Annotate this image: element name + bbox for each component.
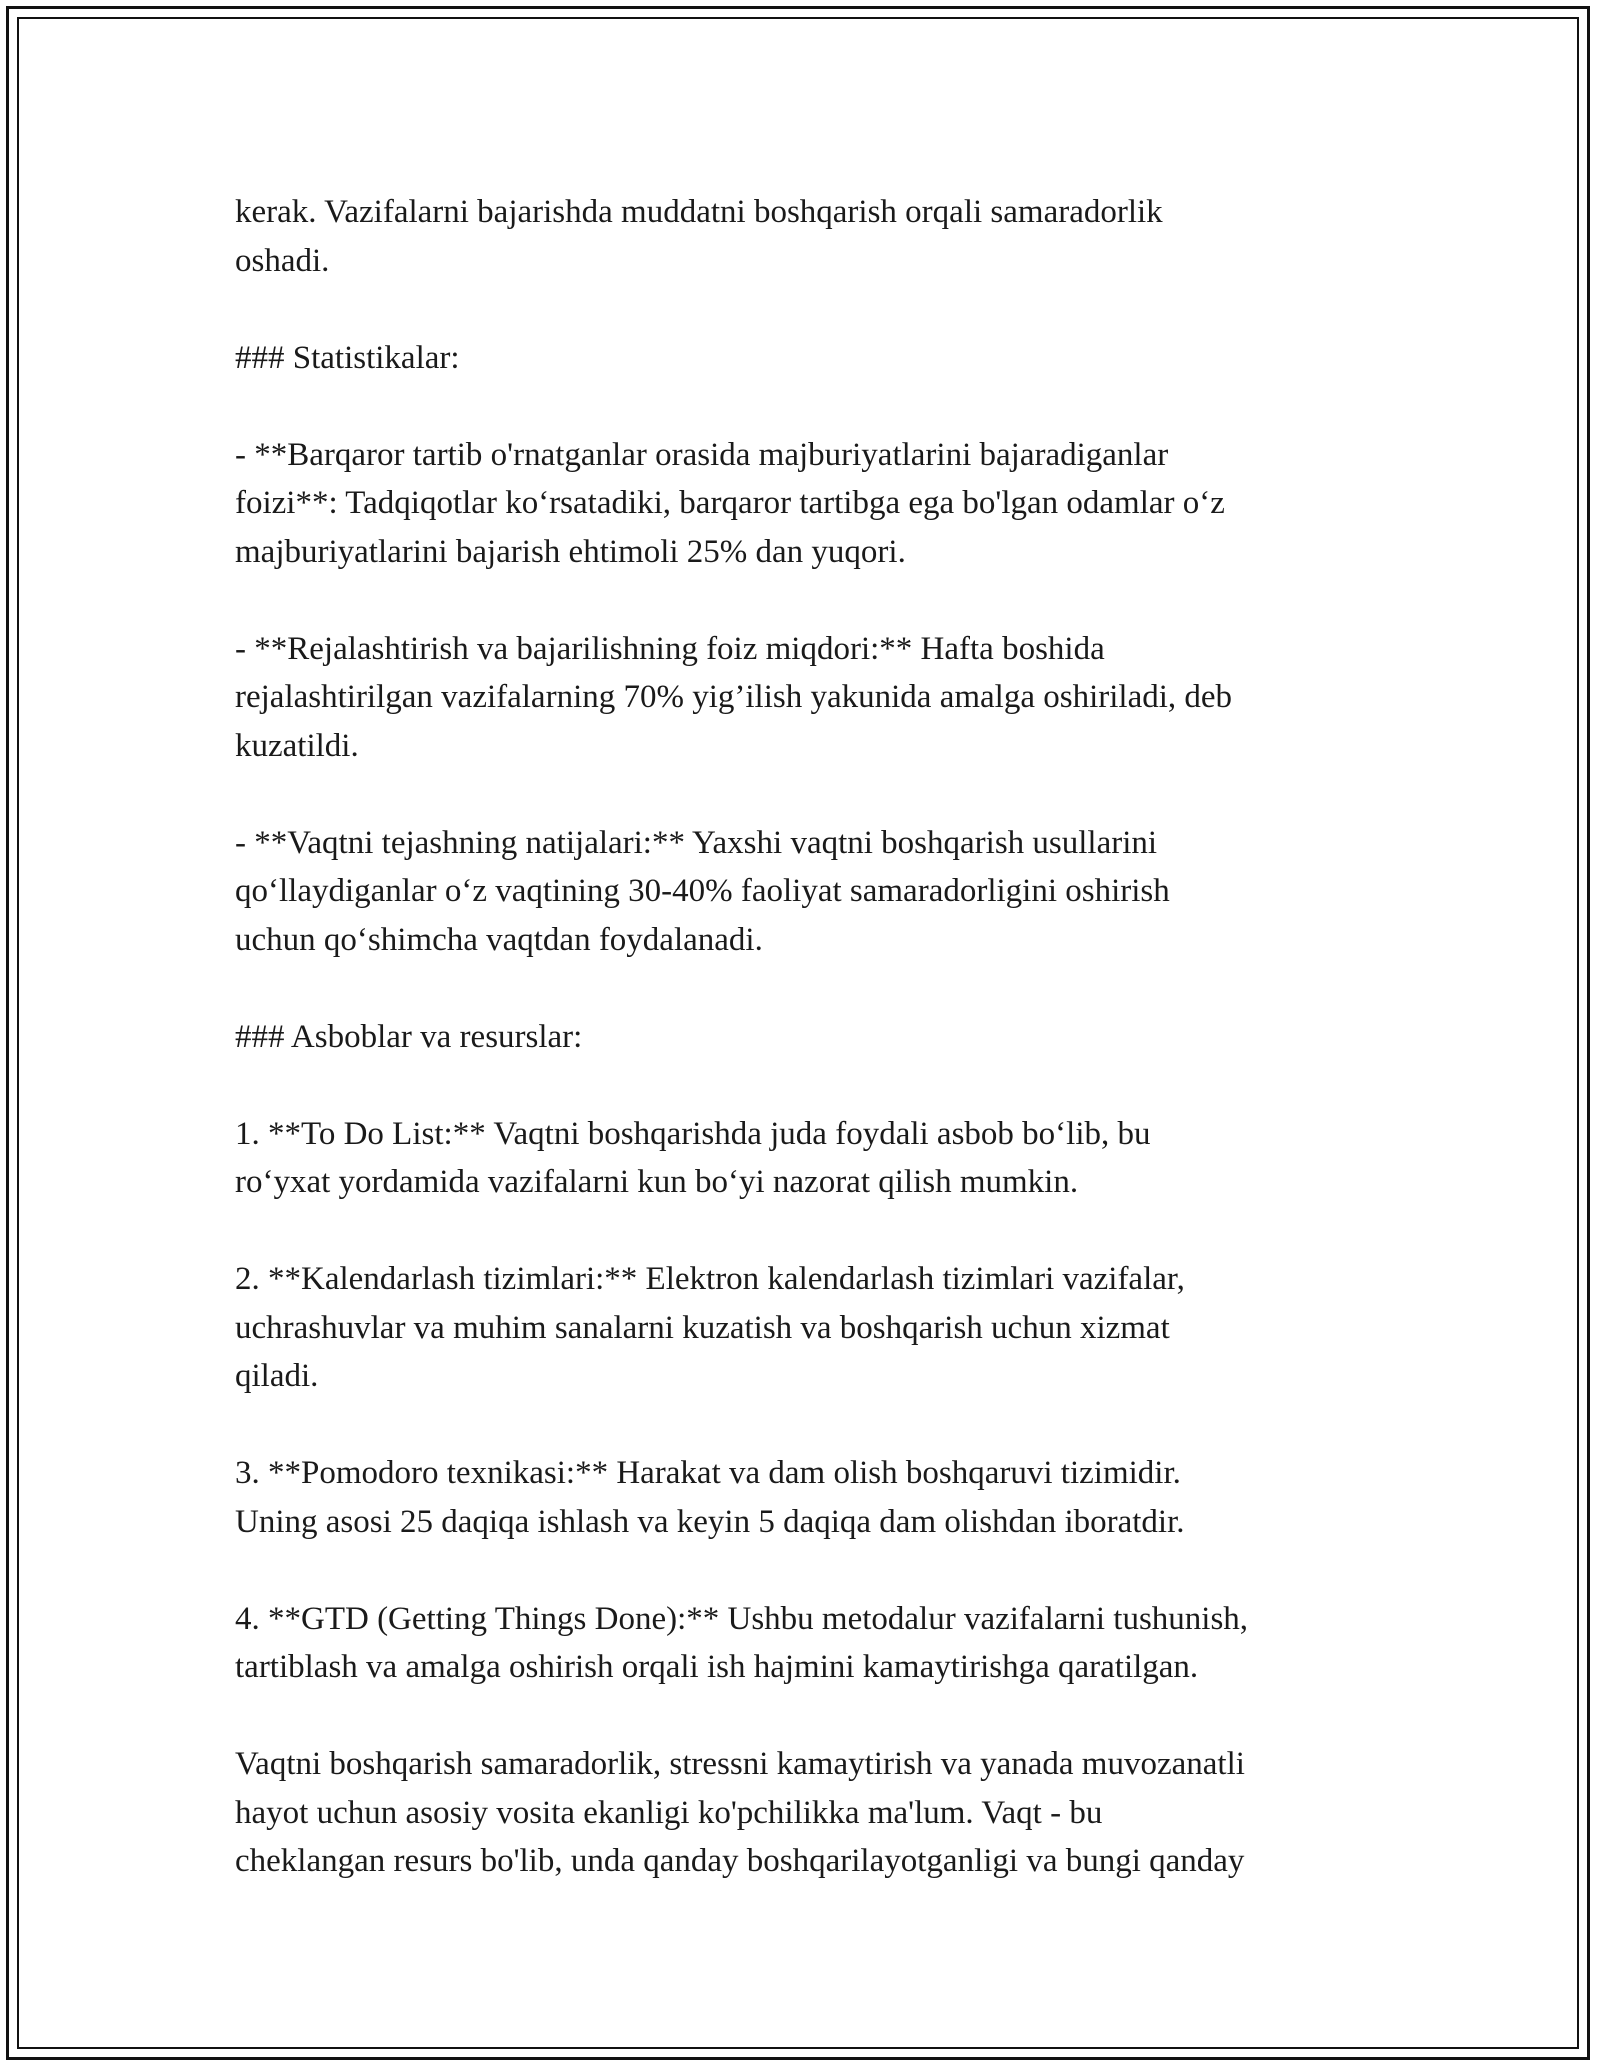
heading-statistikalar: ### Statistikalar:: [235, 339, 460, 376]
tool-item-todo-list: 1. **To Do List:** Vaqtni boshqarishda juda foydali asbob bo‘lib, bu ro‘yxat yordamida vazifalarni kun bo‘yi nazorat qilish mumkin.: [235, 1115, 1151, 1200]
stat-item-rejalashtirish: - **Rejalashtirish va bajarilishning foiz miqdori:** Hafta boshida rejalashtirilgan vazifalarning 70% yig’ilish yakunida amalga oshiriladi, deb kuzatildi.: [235, 630, 1233, 764]
tool-item-gtd: 4. **GTD (Getting Things Done):** Ushbu metodalur vazifalarni tushunish, tartiblash va amalga oshirish orqali ish hajmini kamaytirishga qaratilgan.: [235, 1600, 1249, 1685]
tool-item-kalendarlash: 2. **Kalendarlash tizimlari:** Elektron kalendarlash tizimlari vazifalar, uchrashuvlar va muhim sanalarni kuzatish va boshqarish uchun xizmat qiladi.: [235, 1261, 1185, 1394]
heading-asboblar: ### Asboblar va resurslar:: [235, 1018, 583, 1055]
paragraph-conclusion: Vaqtni boshqarish samaradorlik, stressni kamaytirish va yanada muvozanatli hayot uchun asosiy vosita ekanligi ko'pchilikka ma'lum. Vaqt - bu cheklangan resurs bo'lib, unda qanday boshqarilayotganligi va bungi qanday: [235, 1746, 1245, 1879]
tool-item-pomodoro: 3. **Pomodoro texnikasi:** Harakat va dam olish boshqaruvi tizimidir. Uning asosi 25 daqiqa ishlash va keyin 5 daqiqa dam olishdan iboratdir.: [235, 1455, 1185, 1540]
document-body: [235, 188, 1375, 1886]
paragraph-intro-continuation: kerak. Vazifalarni bajarishda muddatni boshqarish orqali samaradorlik oshadi.: [235, 194, 1163, 279]
stat-item-barqaror-tartib: - **Barqaror tartib o'rnatganlar orasida majburiyatlarini bajaradiganlar foizi**: Tadqiqotlar ko‘rsatadiki, barqaror tartibga ega bo'lgan odamlar o‘z majburiyatlarini bajarish ehtimoli 25% dan yuqori.: [235, 436, 1225, 570]
stat-item-vaqtni-tejash: - **Vaqtni tejashning natijalari:** Yaxshi vaqtni boshqarish usullarini qo‘llaydiganlar o‘z vaqtining 30-40% faoliyat samaradorligini oshirish uchun qo‘shimcha vaqtdan foydalanadi.: [235, 824, 1170, 958]
